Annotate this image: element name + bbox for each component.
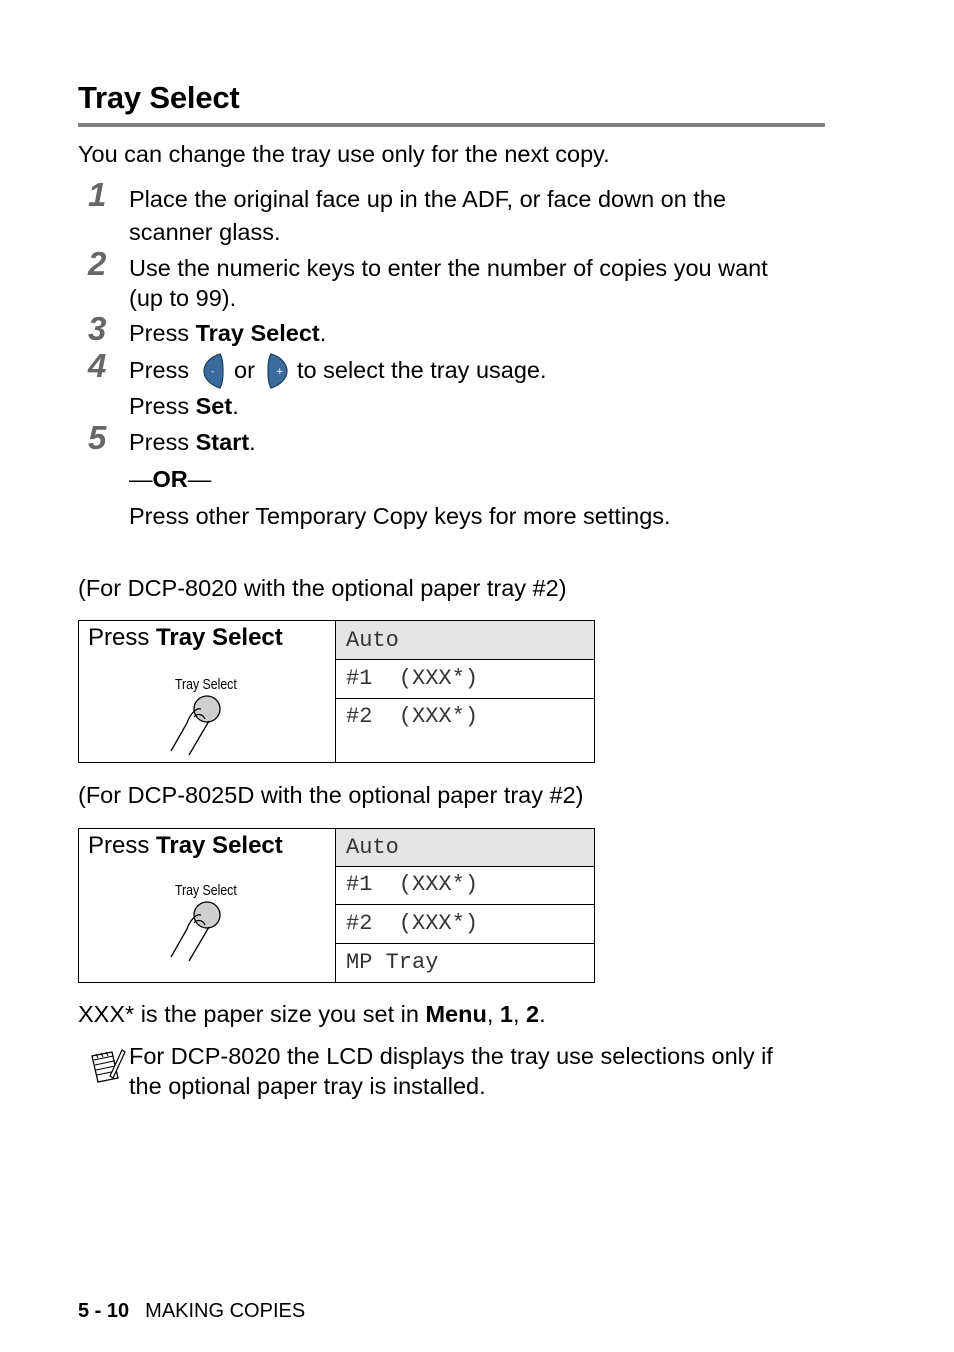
instruction-cell: [79, 621, 336, 762]
step-text: Use the numeric keys to enter the number of copies you want: [129, 255, 768, 281]
option-row: #2 (XXX*): [336, 905, 594, 944]
option-row: #1 (XXX*): [336, 867, 594, 905]
left-arrow-key-icon: [202, 352, 225, 390]
note-text: For DCP-8020 the LCD displays the tray use selections only if: [129, 1043, 773, 1069]
section-caption: (For DCP-8025D with the optional paper tray #2): [78, 782, 584, 808]
page-footer: 5 - 10 MAKING COPIES: [78, 1300, 306, 1322]
step-text: Press Start.: [129, 429, 256, 455]
step-number: 2: [88, 245, 107, 282]
page-title: Tray Select: [78, 80, 240, 115]
finger-press-icon: [167, 899, 227, 963]
svg-text:+: +: [276, 367, 284, 377]
option-row: Auto: [336, 621, 594, 660]
step-number: 3: [88, 310, 107, 347]
option-row: MP Tray: [346, 950, 439, 975]
step-text: Press Tray Select.: [129, 320, 327, 346]
section-caption: (For DCP-8020 with the optional paper tray #2): [78, 575, 567, 601]
instruction-cell: [79, 829, 336, 982]
step-text: Press: [129, 357, 190, 383]
step-text: Press other Temporary Copy keys for more settings.: [129, 503, 671, 529]
key-label: Tray Select: [175, 882, 237, 899]
tray-select-table: [78, 828, 595, 983]
tray-select-table: [78, 620, 595, 763]
option-row: Auto: [336, 829, 594, 867]
svg-text:-: -: [211, 367, 215, 377]
step-text: Press Set.: [129, 393, 239, 419]
option-row: #2 (XXX*): [346, 704, 479, 729]
finger-press-icon: [167, 693, 227, 757]
option-row: #1 (XXX*): [336, 660, 594, 699]
step-text: scanner glass.: [129, 219, 281, 245]
step-text: to select the tray usage.: [297, 357, 547, 383]
right-arrow-key-icon: [266, 352, 289, 390]
footnote: XXX* is the paper size you set in Menu, 1, 2.: [78, 1001, 546, 1027]
note-text: the optional paper tray is installed.: [129, 1073, 486, 1099]
step-number: 1: [88, 176, 107, 213]
step-number: 5: [88, 419, 107, 456]
step-text: (up to 99).: [129, 285, 237, 311]
title-rule: [78, 123, 825, 127]
step-text: or: [234, 357, 255, 383]
press-label: Press Tray Select: [88, 624, 283, 651]
key-label: Tray Select: [175, 676, 237, 693]
intro-text: You can change the tray use only for the next copy.: [78, 141, 610, 167]
step-text: Place the original face up in the ADF, or face down on the: [129, 186, 727, 212]
press-label: Press Tray Select: [88, 832, 283, 859]
or-separator: —OR—: [129, 466, 212, 492]
note-pad-icon: [86, 1046, 126, 1086]
step-number: 4: [88, 347, 107, 384]
